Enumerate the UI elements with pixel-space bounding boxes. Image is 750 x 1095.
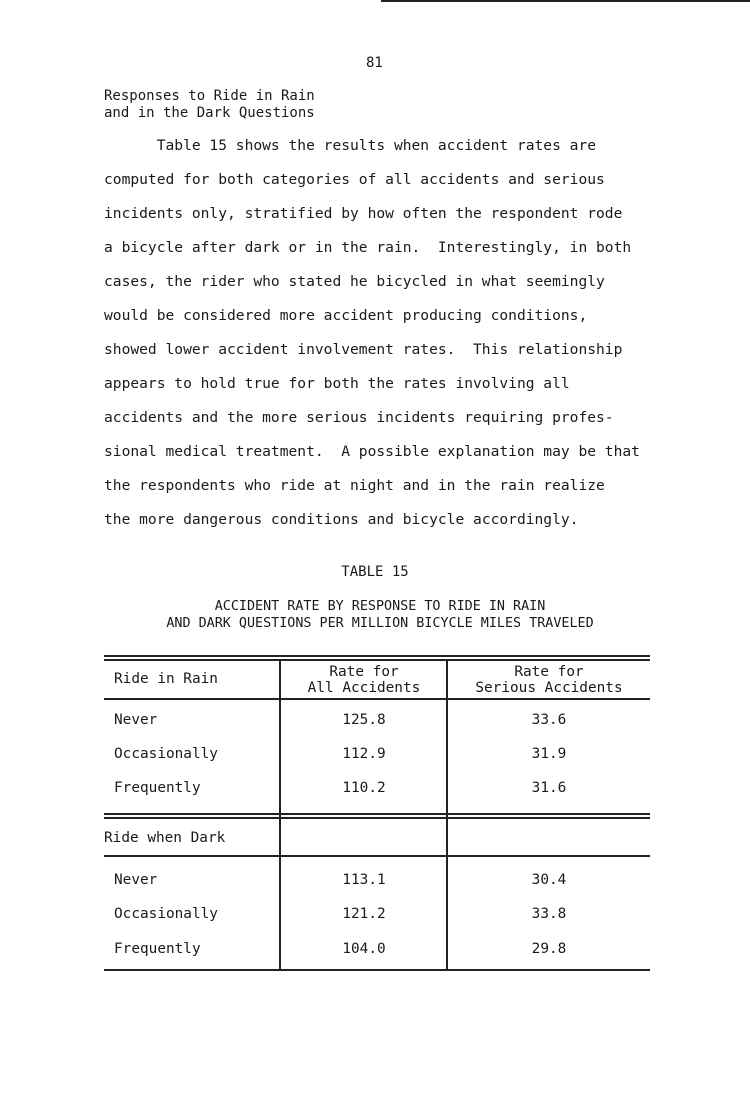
row-label: Occasionally: [114, 906, 218, 922]
paragraph-line: would be considered more accident producing conditions,: [104, 307, 588, 324]
paragraph-line: cases, the rider who stated he bicycled in what seemingly: [104, 273, 605, 290]
table-bottom-rule: [104, 969, 650, 971]
paragraph-line: computed for both categories of all accidents and serious: [104, 171, 605, 188]
serious-accidents-value: 31.6: [531, 780, 567, 796]
serious-accidents-value: 31.9: [531, 746, 567, 762]
section-heading-line-1: Responses to Ride in Rain: [104, 88, 315, 104]
rain-section-bottom-rule: [104, 813, 650, 815]
all-accidents-value: 110.2: [342, 780, 386, 796]
all-accidents-value: 113.1: [342, 872, 386, 888]
all-accidents-value: 104.0: [342, 941, 386, 957]
table-top-rule-double: [104, 659, 650, 661]
all-accidents-value: 125.8: [342, 712, 386, 728]
section-heading-line-2: and in the Dark Questions: [104, 105, 315, 121]
row-label: Frequently: [114, 941, 201, 957]
row-label: Occasionally: [114, 746, 218, 762]
table-caption: [90, 598, 670, 632]
paragraph-line: showed lower accident involvement rates. This relationship: [104, 341, 623, 358]
dark-section-label: Ride when Dark: [104, 830, 226, 846]
paragraph-line: sional medical treatment. A possible explanation may be that: [104, 443, 640, 460]
paragraph-line: a bicycle after dark or in the rain. Interestingly, in both: [104, 239, 632, 256]
paragraph-line: Table 15 shows the results when accident rates are: [104, 137, 597, 154]
header-all-accidents-line-1: Rate for: [329, 664, 399, 680]
rain-section-bottom-rule-double: [104, 817, 650, 819]
header-ride-in-rain: Ride in Rain: [114, 671, 218, 687]
serious-accidents-value: 29.8: [531, 941, 567, 957]
section-heading: [104, 88, 315, 122]
header-all-accidents: [281, 664, 447, 696]
all-accidents-value: 112.9: [342, 746, 386, 762]
header-serious-accidents: [448, 664, 650, 696]
accident-rate-table: [104, 655, 650, 971]
paragraph-line: the respondents who ride at night and in the rain realize: [104, 477, 605, 494]
table-caption-line-1: ACCIDENT RATE BY RESPONSE TO RIDE IN RAIN: [214, 599, 546, 614]
table-caption-line-2: AND DARK QUESTIONS PER MILLION BICYCLE MILES TRAVELED: [166, 616, 594, 631]
row-label: Never: [114, 872, 158, 888]
top-edge-rule: [381, 0, 750, 2]
serious-accidents-value: 33.8: [531, 906, 567, 922]
header-all-accidents-line-2: All Accidents: [307, 680, 421, 696]
paragraph-line: incidents only, stratified by how often the respondent rode: [104, 205, 623, 222]
table-label: TABLE 15: [341, 564, 409, 580]
paragraph-line: accidents and the more serious incidents requiring profes-: [104, 409, 614, 426]
paragraph-line: appears to hold true for both the rates involving all: [104, 375, 570, 392]
all-accidents-value: 121.2: [342, 906, 386, 922]
serious-accidents-value: 30.4: [531, 872, 567, 888]
header-serious-accidents-line-1: Rate for: [514, 664, 584, 680]
row-label: Never: [114, 712, 158, 728]
page-number: 81: [366, 55, 383, 71]
paragraph-line: the more dangerous conditions and bicycle accordingly.: [104, 511, 579, 528]
header-serious-accidents-line-2: Serious Accidents: [475, 680, 623, 696]
header-bottom-rule: [104, 698, 650, 700]
row-label: Frequently: [114, 780, 201, 796]
dark-section-header-rule: [104, 855, 650, 857]
serious-accidents-value: 33.6: [531, 712, 567, 728]
table-top-rule: [104, 655, 650, 657]
